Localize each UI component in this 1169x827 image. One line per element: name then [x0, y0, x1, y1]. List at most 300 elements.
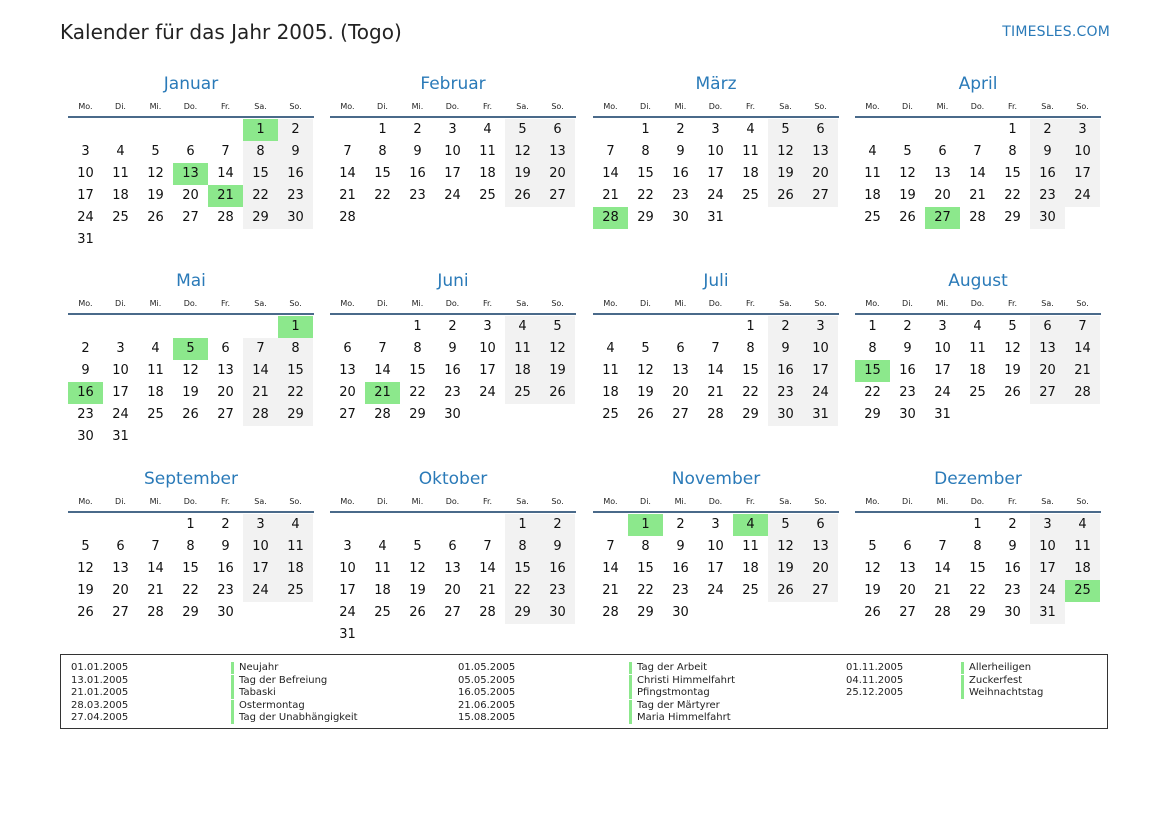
weekday-label: Di.: [115, 102, 126, 111]
month-name: Juli: [703, 271, 729, 291]
day-cell: 19: [540, 360, 575, 382]
day-cell: 6: [938, 144, 947, 159]
day-cell: 4: [1065, 514, 1100, 536]
day-cell: 31: [339, 627, 356, 642]
weekday-label: Fr.: [220, 299, 231, 308]
day-cell: 18: [147, 385, 164, 400]
empty-cell: [103, 119, 138, 141]
day-cell: 30: [899, 407, 916, 422]
holiday-day-cell: 1: [278, 316, 313, 338]
day-cell: 7: [343, 144, 352, 159]
day-cell: 11: [374, 561, 391, 576]
weekday-header: [855, 98, 1101, 115]
day-cell: 18: [112, 188, 129, 203]
weekday-label: Fr.: [482, 102, 493, 111]
empty-cell: [960, 119, 995, 141]
days-grid: [330, 316, 576, 426]
day-cell: 2: [278, 119, 313, 141]
weekday-header: [855, 295, 1101, 312]
day-cell: 12: [768, 536, 803, 558]
day-cell: 25: [147, 407, 164, 422]
day-cell: 4: [483, 122, 492, 137]
weekday-label: Mo.: [340, 299, 355, 308]
empty-cell: [400, 514, 435, 536]
day-cell: 26: [864, 605, 881, 620]
day-cell: 18: [278, 558, 313, 580]
weekday-label: Di.: [377, 102, 388, 111]
day-cell: 25: [742, 583, 759, 598]
header-divider: [68, 511, 314, 513]
day-cell: 23: [1030, 185, 1065, 207]
day-cell: 24: [479, 385, 496, 400]
day-cell: 18: [374, 583, 391, 598]
day-cell: 9: [676, 144, 685, 159]
weekday-label: Sa.: [254, 299, 267, 308]
weekday-label: Mi.: [411, 299, 424, 308]
day-cell: 28: [602, 605, 619, 620]
day-cell: 18: [864, 188, 881, 203]
day-cell: 18: [969, 363, 986, 378]
holiday-name: Maria Himmelfahrt: [629, 712, 731, 724]
day-cell: 14: [339, 166, 356, 181]
day-cell: 19: [637, 385, 654, 400]
empty-cell: [103, 316, 138, 338]
weekday-label: Di.: [902, 497, 913, 506]
day-cell: 23: [409, 188, 426, 203]
day-cell: 21: [479, 583, 496, 598]
day-cell: 17: [934, 363, 951, 378]
day-cell: 29: [1004, 210, 1021, 225]
day-cell: 6: [116, 539, 125, 554]
day-cell: 24: [707, 188, 724, 203]
day-cell: 28: [969, 210, 986, 225]
day-cell: 4: [116, 144, 125, 159]
header-divider: [593, 511, 839, 513]
day-cell: 27: [217, 407, 234, 422]
day-cell: 26: [540, 382, 575, 404]
day-cell: 16: [409, 166, 426, 181]
weekday-label: Sa.: [254, 102, 267, 111]
weekday-label: Mo.: [340, 102, 355, 111]
day-cell: 29: [243, 207, 278, 229]
day-cell: 30: [278, 207, 313, 229]
day-cell: 25: [742, 188, 759, 203]
day-cell: 28: [934, 605, 951, 620]
day-cell: 2: [540, 514, 575, 536]
day-cell: 10: [112, 363, 129, 378]
empty-cell: [173, 316, 208, 338]
day-cell: 8: [641, 539, 650, 554]
day-cell: 7: [606, 539, 615, 554]
empty-cell: [208, 119, 243, 141]
day-cell: 31: [112, 429, 129, 444]
day-cell: 11: [479, 144, 496, 159]
empty-cell: [365, 514, 400, 536]
weekday-label: So.: [289, 102, 302, 111]
holiday-date: 01.01.2005: [71, 662, 129, 673]
day-cell: 9: [903, 341, 912, 356]
day-cell: 5: [1008, 319, 1017, 334]
day-cell: 2: [768, 316, 803, 338]
day-cell: 23: [444, 385, 461, 400]
day-cell: 10: [339, 561, 356, 576]
day-cell: 1: [868, 319, 877, 334]
day-cell: 13: [803, 141, 838, 163]
day-cell: 23: [672, 583, 689, 598]
weekday-label: Mi.: [674, 299, 687, 308]
day-cell: 9: [221, 539, 230, 554]
weekday-label: Fr.: [220, 497, 231, 506]
day-cell: 6: [540, 119, 575, 141]
weekday-label: Di.: [377, 299, 388, 308]
day-cell: 22: [864, 385, 881, 400]
day-cell: 24: [1065, 185, 1100, 207]
day-cell: 9: [81, 363, 90, 378]
empty-cell: [68, 119, 103, 141]
weekday-label: Mi.: [936, 497, 949, 506]
day-cell: 27: [444, 605, 461, 620]
day-cell: 3: [711, 122, 720, 137]
day-cell: 30: [540, 602, 575, 624]
day-cell: 14: [934, 561, 951, 576]
day-cell: 6: [903, 539, 912, 554]
day-cell: 16: [1004, 561, 1021, 576]
weekday-label: Mi.: [149, 299, 162, 308]
day-cell: 19: [147, 188, 164, 203]
day-cell: 20: [339, 385, 356, 400]
day-cell: 13: [112, 561, 129, 576]
day-cell: 26: [768, 580, 803, 602]
day-cell: 11: [147, 363, 164, 378]
weekday-label: Do.: [183, 102, 198, 111]
day-cell: 23: [540, 580, 575, 602]
empty-cell: [330, 119, 365, 141]
days-grid: [593, 119, 839, 229]
holiday-day-cell: 28: [593, 207, 628, 229]
day-cell: 24: [1030, 580, 1065, 602]
holiday-day-cell: 25: [1065, 580, 1100, 602]
weekday-label: Mi.: [411, 102, 424, 111]
day-cell: 31: [1030, 602, 1065, 624]
day-cell: 4: [868, 144, 877, 159]
month-3: [593, 70, 839, 229]
holiday-date: 13.01.2005: [71, 674, 129, 686]
weekday-label: So.: [814, 299, 827, 308]
weekday-label: Fr.: [745, 497, 756, 506]
day-cell: 10: [707, 144, 724, 159]
weekday-label: Fr.: [482, 299, 493, 308]
header-divider: [330, 511, 576, 513]
day-cell: 1: [505, 514, 540, 536]
weekday-label: Fr.: [1007, 497, 1018, 506]
day-cell: 30: [672, 210, 689, 225]
day-cell: 31: [934, 407, 951, 422]
day-cell: 2: [81, 341, 90, 356]
weekday-label: Di.: [640, 299, 651, 308]
day-cell: 2: [676, 122, 685, 137]
day-cell: 21: [147, 583, 164, 598]
day-cell: 23: [77, 407, 94, 422]
day-cell: 24: [77, 210, 94, 225]
day-cell: 24: [934, 385, 951, 400]
day-cell: 15: [374, 166, 391, 181]
day-cell: 27: [540, 185, 575, 207]
day-cell: 15: [637, 561, 654, 576]
day-cell: 14: [969, 166, 986, 181]
weekday-label: Di.: [640, 497, 651, 506]
holiday-name: Allerheiligen: [961, 662, 1031, 674]
day-cell: 3: [343, 539, 352, 554]
weekday-label: So.: [289, 299, 302, 308]
month-name: Februar: [420, 74, 486, 94]
day-cell: 13: [540, 141, 575, 163]
holiday-day-cell: 13: [173, 163, 208, 185]
weekday-label: So.: [551, 102, 564, 111]
holiday-date: 01.11.2005: [846, 662, 904, 673]
day-cell: 19: [182, 385, 199, 400]
day-cell: 16: [768, 360, 803, 382]
day-cell: 24: [243, 580, 278, 602]
day-cell: 30: [1030, 207, 1065, 229]
day-cell: 2: [413, 122, 422, 137]
weekday-label: Sa.: [779, 497, 792, 506]
day-cell: 16: [899, 363, 916, 378]
empty-cell: [68, 514, 103, 536]
day-cell: 7: [243, 338, 278, 360]
weekday-label: So.: [1076, 102, 1089, 111]
day-cell: 1: [746, 319, 755, 334]
holiday-date: 28.03.2005: [71, 699, 129, 711]
day-cell: 12: [505, 141, 540, 163]
day-cell: 16: [672, 561, 689, 576]
day-cell: 20: [672, 385, 689, 400]
day-cell: 16: [1030, 163, 1065, 185]
day-cell: 23: [217, 583, 234, 598]
day-cell: 26: [77, 605, 94, 620]
day-cell: 9: [768, 338, 803, 360]
empty-cell: [855, 119, 890, 141]
day-cell: 18: [742, 561, 759, 576]
day-cell: 15: [637, 166, 654, 181]
day-cell: 8: [278, 338, 313, 360]
day-cell: 19: [409, 583, 426, 598]
day-cell: 20: [540, 163, 575, 185]
empty-cell: [593, 119, 628, 141]
header-divider: [855, 116, 1101, 118]
day-cell: 10: [803, 338, 838, 360]
day-cell: 17: [803, 360, 838, 382]
day-cell: 20: [217, 385, 234, 400]
day-cell: 27: [803, 185, 838, 207]
holiday-date: 15.08.2005: [458, 712, 516, 723]
day-cell: 20: [1030, 360, 1065, 382]
day-cell: 17: [77, 188, 94, 203]
day-cell: 22: [742, 385, 759, 400]
day-cell: 11: [505, 338, 540, 360]
month-name: September: [144, 469, 238, 489]
day-cell: 30: [768, 404, 803, 426]
day-cell: 3: [81, 144, 90, 159]
weekday-label: Do.: [708, 102, 723, 111]
day-cell: 17: [707, 561, 724, 576]
day-cell: 5: [641, 341, 650, 356]
day-cell: 26: [182, 407, 199, 422]
brand-link[interactable]: TIMESLES.COM: [1002, 24, 1110, 40]
day-cell: 17: [243, 558, 278, 580]
weekday-label: Do.: [445, 497, 460, 506]
empty-cell: [890, 514, 925, 536]
header-divider: [855, 313, 1101, 315]
day-cell: 19: [77, 583, 94, 598]
day-cell: 7: [378, 341, 387, 356]
day-cell: 25: [112, 210, 129, 225]
weekday-label: Do.: [445, 102, 460, 111]
day-cell: 2: [903, 319, 912, 334]
day-cell: 18: [505, 360, 540, 382]
day-cell: 29: [864, 407, 881, 422]
day-cell: 7: [938, 539, 947, 554]
day-cell: 11: [864, 166, 881, 181]
month-name: März: [695, 74, 737, 94]
weekday-label: Sa.: [1041, 299, 1054, 308]
day-cell: 5: [868, 539, 877, 554]
weekday-header: [593, 493, 839, 510]
empty-cell: [138, 316, 173, 338]
day-cell: 19: [768, 163, 803, 185]
day-cell: 9: [448, 341, 457, 356]
weekday-label: Mi.: [149, 497, 162, 506]
day-cell: 20: [934, 188, 951, 203]
holiday-date: 21.01.2005: [71, 687, 129, 698]
day-cell: 8: [1008, 144, 1017, 159]
month-name: Juni: [437, 271, 469, 291]
weekday-label: Sa.: [779, 299, 792, 308]
day-cell: 12: [768, 141, 803, 163]
weekday-label: Mo.: [78, 299, 93, 308]
day-cell: 9: [1008, 539, 1017, 554]
day-cell: 19: [864, 583, 881, 598]
empty-cell: [208, 316, 243, 338]
holiday-date: 04.11.2005: [846, 674, 904, 686]
day-cell: 10: [1030, 536, 1065, 558]
day-cell: 28: [147, 605, 164, 620]
month-4: [855, 70, 1101, 229]
day-cell: 6: [803, 119, 838, 141]
weekday-label: Mo.: [603, 102, 618, 111]
day-cell: 19: [1004, 363, 1021, 378]
weekday-label: Mo.: [78, 102, 93, 111]
day-cell: 21: [243, 382, 278, 404]
day-cell: 4: [973, 319, 982, 334]
day-cell: 20: [899, 583, 916, 598]
day-cell: 13: [934, 166, 951, 181]
day-cell: 26: [1004, 385, 1021, 400]
day-cell: 21: [602, 188, 619, 203]
day-cell: 2: [1008, 517, 1017, 532]
holiday-date: 25.12.2005: [846, 687, 904, 698]
day-cell: 13: [803, 536, 838, 558]
day-cell: 24: [339, 605, 356, 620]
weekday-label: Fr.: [1007, 102, 1018, 111]
day-cell: 11: [742, 144, 759, 159]
day-cell: 14: [217, 166, 234, 181]
day-cell: 25: [278, 580, 313, 602]
holiday-day-cell: 4: [733, 514, 768, 536]
header-divider: [330, 116, 576, 118]
weekday-label: Sa.: [254, 497, 267, 506]
holiday-date: 16.05.2005: [458, 687, 516, 698]
weekday-label: Fr.: [1007, 299, 1018, 308]
weekday-label: Do.: [708, 299, 723, 308]
day-cell: 15: [505, 558, 540, 580]
day-cell: 27: [112, 605, 129, 620]
day-cell: 1: [186, 517, 195, 532]
weekday-header: [330, 493, 576, 510]
weekday-label: So.: [1076, 497, 1089, 506]
day-cell: 5: [540, 316, 575, 338]
day-cell: 7: [151, 539, 160, 554]
month-2: [330, 70, 576, 229]
weekday-label: Mi.: [936, 299, 949, 308]
day-cell: 9: [413, 144, 422, 159]
day-cell: 19: [768, 558, 803, 580]
day-cell: 12: [77, 561, 94, 576]
day-cell: 6: [448, 539, 457, 554]
weekday-label: Di.: [115, 299, 126, 308]
holiday-name: Neujahr: [231, 662, 278, 674]
day-cell: 26: [899, 210, 916, 225]
empty-cell: [243, 316, 278, 338]
weekday-label: Fr.: [745, 299, 756, 308]
day-cell: 23: [672, 188, 689, 203]
day-cell: 19: [899, 188, 916, 203]
holiday-name: Weihnachtstag: [961, 687, 1043, 699]
day-cell: 24: [707, 583, 724, 598]
month-name: April: [958, 74, 998, 94]
weekday-label: Sa.: [1041, 497, 1054, 506]
day-cell: 22: [505, 580, 540, 602]
day-cell: 11: [742, 539, 759, 554]
day-cell: 26: [637, 407, 654, 422]
day-cell: 5: [768, 514, 803, 536]
day-cell: 11: [278, 536, 313, 558]
day-cell: 10: [707, 539, 724, 554]
day-cell: 6: [221, 341, 230, 356]
day-cell: 18: [1065, 558, 1100, 580]
day-cell: 28: [217, 210, 234, 225]
day-cell: 22: [374, 188, 391, 203]
day-cell: 22: [637, 583, 654, 598]
day-cell: 26: [409, 605, 426, 620]
day-cell: 20: [112, 583, 129, 598]
day-cell: 22: [1004, 188, 1021, 203]
day-cell: 10: [77, 166, 94, 181]
weekday-label: Mi.: [674, 102, 687, 111]
day-cell: 3: [243, 514, 278, 536]
day-cell: 9: [676, 539, 685, 554]
day-cell: 17: [1065, 163, 1100, 185]
days-grid: [68, 119, 314, 251]
day-cell: 8: [973, 539, 982, 554]
day-cell: 18: [602, 385, 619, 400]
header-divider: [68, 116, 314, 118]
day-cell: 13: [672, 363, 689, 378]
day-cell: 18: [479, 166, 496, 181]
day-cell: 23: [768, 382, 803, 404]
weekday-header: [330, 295, 576, 312]
days-grid: [593, 514, 839, 624]
day-cell: 1: [1008, 122, 1017, 137]
